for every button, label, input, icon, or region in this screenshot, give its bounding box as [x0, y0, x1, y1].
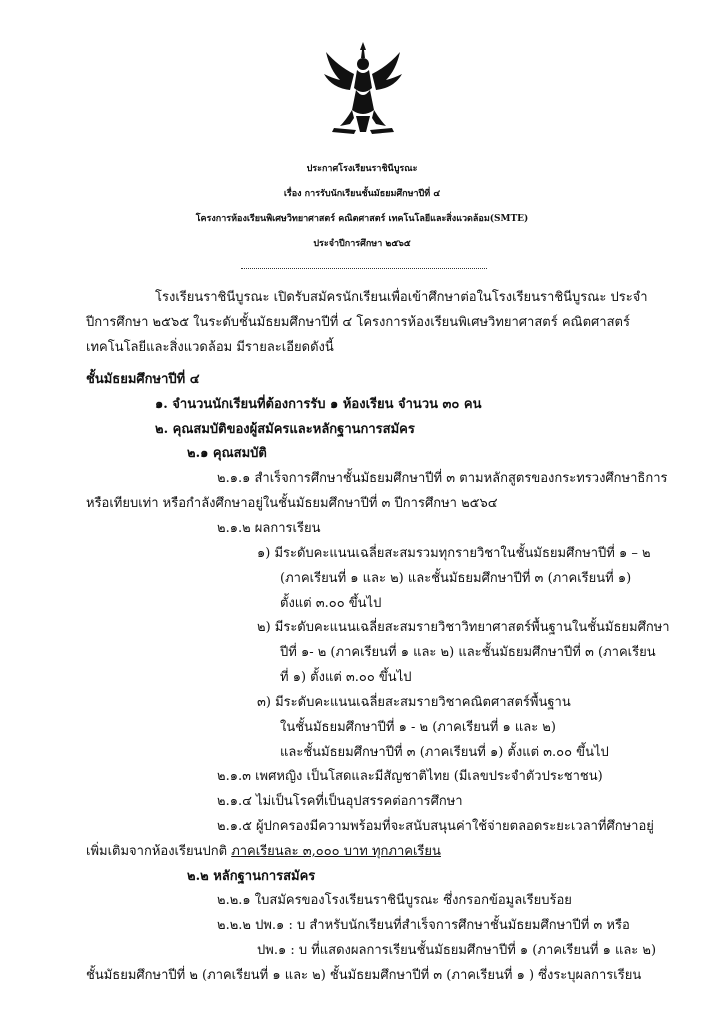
para-2-1-1-a: ๒.๑.๑ สำเร็จการศึกษาชั้นมัธยมศึกษาปีที่ ๓ ตามหลักสูตรของกระทรวงศึกษาธิการ	[217, 471, 668, 486]
subheading-2-1: ๒.๑ คุณสมบัติ	[187, 446, 267, 461]
para-2-1-5-b	[86, 842, 441, 862]
intro-line-3: เทคโนโลยีและสิ่งแวดล้อม มีรายละเอียดดังนี้	[86, 340, 334, 355]
announcement-subject: เรื่อง การรับนักเรียนชั้นมัธยมศึกษาปีที่ ๔	[283, 189, 441, 199]
para-2-1-5-b-text: เพิ่มเติมจากห้องเรียนปกติ	[86, 844, 228, 859]
para-2-1-5-a: ๒.๑.๕ ผู้ปกครองมีความพร้อมที่จะสนับสนุนค่าใช้จ่ายตลอดระยะเวลาที่ศึกษาอยู่	[217, 819, 654, 834]
garuda-emblem-icon	[320, 40, 406, 136]
divider	[241, 268, 487, 269]
grade-1-c: ตั้งแต่ ๓.๐๐ ขึ้นไป	[280, 596, 382, 611]
para-2-2-1: ๒.๒.๑ ใบสมัครของโรงเรียนราชินีบูรณะ ซึ่งกรอกข้อมูลเรียบร้อย	[217, 893, 572, 908]
grade-2-b: ปีที่ ๑- ๒ (ภาคเรียนที่ ๑ และ ๒) และชั้นมัธยมศึกษาปีที่ ๓ (ภาคเรียน	[280, 645, 656, 660]
para-2-1-2: ๒.๑.๒ ผลการเรียน	[217, 521, 321, 536]
fee-underlined: ภาคเรียนละ ๓,๐๐๐ บาท ทุกภาคเรียน	[231, 844, 441, 859]
grade-3-a: ๓) มีระดับคะแนนเฉลี่ยสะสมรายวิชาคณิตศาสตร์พื้นฐาน	[257, 695, 571, 710]
para-2-2-2-b: ปพ.๑ : บ ที่แสดงผลการเรียนชั้นมัธยมศึกษาปีที่ ๑ (ภาคเรียนที่ ๑ และ ๒)	[257, 943, 657, 958]
announcement-title: ประกาศโรงเรียนราชินีบูรณะ	[306, 164, 418, 174]
grade-1-b: (ภาคเรียนที่ ๑ และ ๒) และชั้นมัธยมศึกษาปีที่ ๓ (ภาคเรียนที่ ๑)	[280, 571, 632, 586]
announcement-year: ประจำปีการศึกษา ๒๕๖๕	[313, 239, 411, 249]
grade-2-a: ๒) มีระดับคะแนนเฉลี่ยสะสมรายวิชาวิทยาศาสตร์พื้นฐานในชั้นมัธยมศึกษา	[257, 620, 670, 635]
grade-3-b: ในชั้นมัธยมศึกษาปีที่ ๑ - ๒ (ภาคเรียนที่ ๑ และ ๒)	[280, 720, 556, 735]
grade-2-c: ที่ ๑) ตั้งแต่ ๓.๐๐ ขึ้นไป	[280, 670, 412, 685]
para-2-2-2-a: ๒.๒.๒ ปพ.๑ : บ สำหรับนักเรียนที่สำเร็จการศึกษาชั้นมัธยมศึกษาปีที่ ๓ หรือ	[217, 918, 630, 933]
announcement-project: โครงการห้องเรียนพิเศษวิทยาศาสตร์ คณิตศาสตร์ เทคโนโลยีและสิ่งแวดล้อม(SMTE)	[195, 214, 529, 224]
para-2-1-4: ๒.๑.๔ ไม่เป็นโรคที่เป็นอุปสรรคต่อการศึกษา	[217, 794, 463, 809]
para-2-1-3: ๒.๑.๓ เพศหญิง เป็นโสดและมีสัญชาติไทย (มีเลขประจำตัวประชาชน)	[217, 769, 603, 784]
item-1: ๑. จำนวนนักเรียนที่ต้องการรับ ๑ ห้องเรียน จำนวน ๓๐ คน	[155, 397, 482, 412]
para-2-2-2-c: ชั้นมัธยมศึกษาปีที่ ๒ (ภาคเรียนที่ ๑ และ ๒) ชั้นมัธยมศึกษาปีที่ ๓ (ภาคเรียนที่ ๑ ) ซึ่งระบุผลการเรียน	[86, 968, 642, 983]
item-2: ๒. คุณสมบัติของผู้สมัครและหลักฐานการสมัคร	[155, 422, 415, 437]
section-heading: ชั้นมัธยมศึกษาปีที่ ๔	[86, 372, 200, 387]
intro-line-1: โรงเรียนราชินีบูรณะ เปิดรับสมัครนักเรียนเพื่อเข้าศึกษาต่อในโรงเรียนราชินีบูรณะ ประจำ	[155, 290, 648, 305]
subheading-2-2: ๒.๒ หลักฐานการสมัคร	[187, 869, 316, 884]
intro-line-2: ปีการศึกษา ๒๕๖๕ ในระดับชั้นมัธยมศึกษาปีที่ ๔ โครงการห้องเรียนพิเศษวิทยาศาสตร์ คณิตศาสตร์	[86, 315, 630, 330]
grade-1-a: ๑) มีระดับคะแนนเฉลี่ยสะสมรวมทุกรายวิชาในชั้นมัธยมศึกษาปีที่ ๑ – ๒	[257, 546, 651, 561]
grade-3-c: และชั้นมัธยมศึกษาปีที่ ๓ (ภาคเรียนที่ ๑) ตั้งแต่ ๓.๐๐ ขึ้นไป	[280, 745, 609, 760]
para-2-1-1-b: หรือเทียบเท่า หรือกำลังศึกษาอยู่ในชั้นมัธยมศึกษาปีที่ ๓ ปีการศึกษา ๒๕๖๔	[86, 496, 498, 511]
